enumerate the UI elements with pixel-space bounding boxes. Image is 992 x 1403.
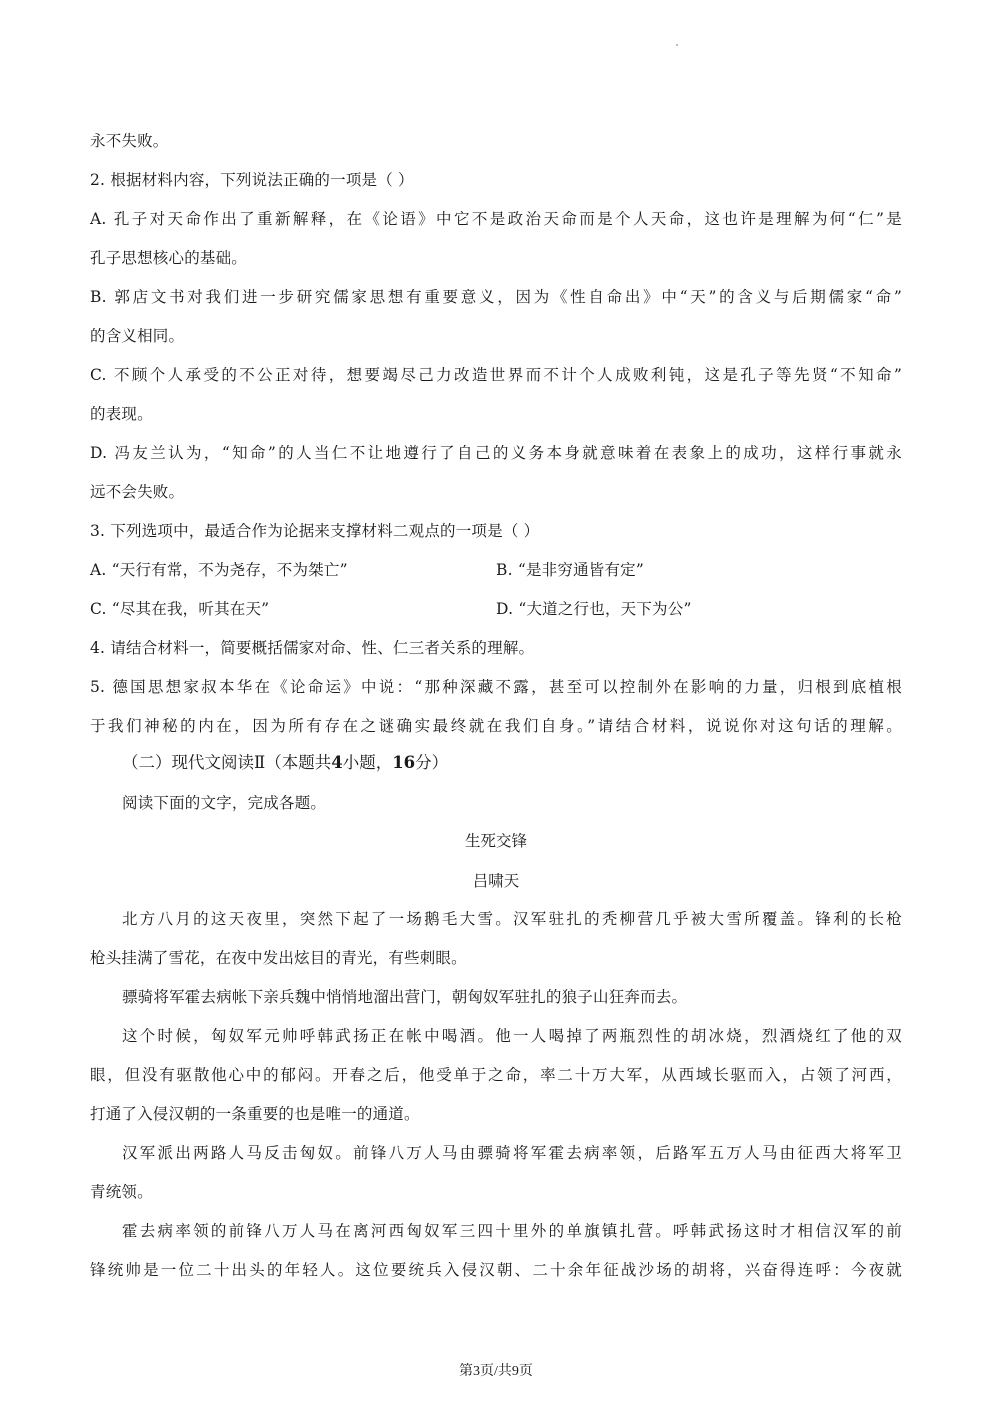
question-4: 4. 请结合材料一，简要概括儒家对命、性、仁三者关系的理解。 bbox=[90, 639, 535, 657]
option-3d: D. “大道之行也，天下为公” bbox=[496, 600, 692, 618]
section-heading-text: （二）现代文阅读Ⅱ（本题共 bbox=[122, 753, 332, 772]
option-2d-line1: D. 冯友兰认为，“知命”的人当仁不让地遵行了自己的义务本身就意味着在表象上的成功，这样行事就永 bbox=[90, 444, 902, 462]
section-heading-end: 分） bbox=[415, 753, 449, 772]
option-2d-line2: 远不会失败。 bbox=[90, 483, 185, 501]
paragraph-5-line2: 锋统帅是一位二十出头的年轻人。这位要统兵入侵汉朝、二十余年征战沙场的胡将，兴奋得连呼：今夜就 bbox=[90, 1261, 902, 1279]
section-heading bbox=[122, 752, 448, 774]
paragraph-3-line1: 这个时候，匈奴军元帅呼韩武扬正在帐中喝酒。他一人喝掉了两瓶烈性的胡冰烧，烈酒烧红了他的双 bbox=[122, 1027, 902, 1045]
page-number: 第3页/共9页 bbox=[459, 1364, 533, 1379]
paragraph-3-line3: 打通了入侵汉朝的一条重要的也是唯一的通道。 bbox=[90, 1105, 420, 1123]
paragraph-5-line1: 霍去病率领的前锋八万人马在离河西匈奴军三四十里外的单旗镇扎营。呼韩武扬这时才相信汉军的前 bbox=[122, 1222, 902, 1240]
paragraph-1-line1: 北方八月的这天夜里，突然下起了一场鹅毛大雪。汉军驻扎的秃柳营几乎被大雪所覆盖。锋利的长枪 bbox=[122, 910, 902, 928]
question-3: 3. 下列选项中，最适合作为论据来支撑材料二观点的一项是（ ） bbox=[90, 522, 540, 540]
option-3b: B. “是非穷通皆有定” bbox=[496, 561, 644, 579]
paragraph-4-line1: 汉军派出两路人马反击匈奴。前锋八万人马由骠骑将军霍去病率领，后路军五万人马由征西大将军卫 bbox=[122, 1144, 902, 1162]
option-2b-line1: B. 郭店文书对我们进一步研究儒家思想有重要意义，因为《性自命出》中“天”的含义与后期儒家“命” bbox=[90, 288, 902, 306]
paragraph-1-line2: 枪头挂满了雪花，在夜中发出炫目的青光，有些刺眼。 bbox=[90, 949, 467, 967]
paragraph-2: 骠骑将军霍去病帐下亲兵魏中悄悄地溜出营门，朝匈奴军驻扎的狼子山狂奔而去。 bbox=[122, 988, 688, 1006]
story-author: 吕啸天 bbox=[472, 872, 520, 890]
question-5-line2: 于我们神秘的内在，因为所有存在之谜确实最终就在我们自身。”请结合材料，说说你对这句话的理解。 bbox=[90, 717, 902, 735]
paragraph-4-line2: 青统领。 bbox=[90, 1183, 153, 1201]
option-2b-line2: 的含义相同。 bbox=[90, 327, 185, 345]
option-2c-line2: 的表现。 bbox=[90, 405, 153, 423]
option-3c: C. “尽其在我，听其在天” bbox=[90, 600, 270, 618]
text-line: 永不失败。 bbox=[90, 132, 169, 150]
section-question-count: 4 bbox=[331, 753, 343, 772]
option-3a: A. “天行有常，不为尧存，不为桀亡” bbox=[90, 561, 348, 579]
option-2c-line1: C. 不顾个人承受的不公正对待，想要竭尽己力改造世界而不计个人成败利钝，这是孔子等先贤“不知命” bbox=[90, 366, 902, 384]
option-2a-line1: A. 孔子对天命作出了重新解释，在《论语》中它不是政治天命而是个人天命，这也许是理解为何“仁”是 bbox=[90, 210, 902, 228]
question-5-line1: 5. 德国思想家叔本华在《论命运》中说：“那种深藏不露，甚至可以控制外在影响的力量，归根到底植根 bbox=[90, 678, 902, 696]
section-heading-mid: 小题， bbox=[342, 753, 393, 772]
paragraph-3-line2: 眼，但没有驱散他心中的郁闷。开春之后，他受单于之命，率二十万大军，从西域长驱而入，占领了河西， bbox=[90, 1066, 902, 1084]
section-score: 16 bbox=[392, 753, 416, 772]
scan-dot bbox=[676, 44, 678, 46]
option-2a-line2: 孔子思想核心的基础。 bbox=[90, 249, 248, 267]
question-2: 2. 根据材料内容，下列说法正确的一项是（ ） bbox=[90, 171, 414, 189]
reading-instruction: 阅读下面的文字，完成各题。 bbox=[122, 794, 327, 812]
story-title: 生死交锋 bbox=[464, 832, 527, 850]
